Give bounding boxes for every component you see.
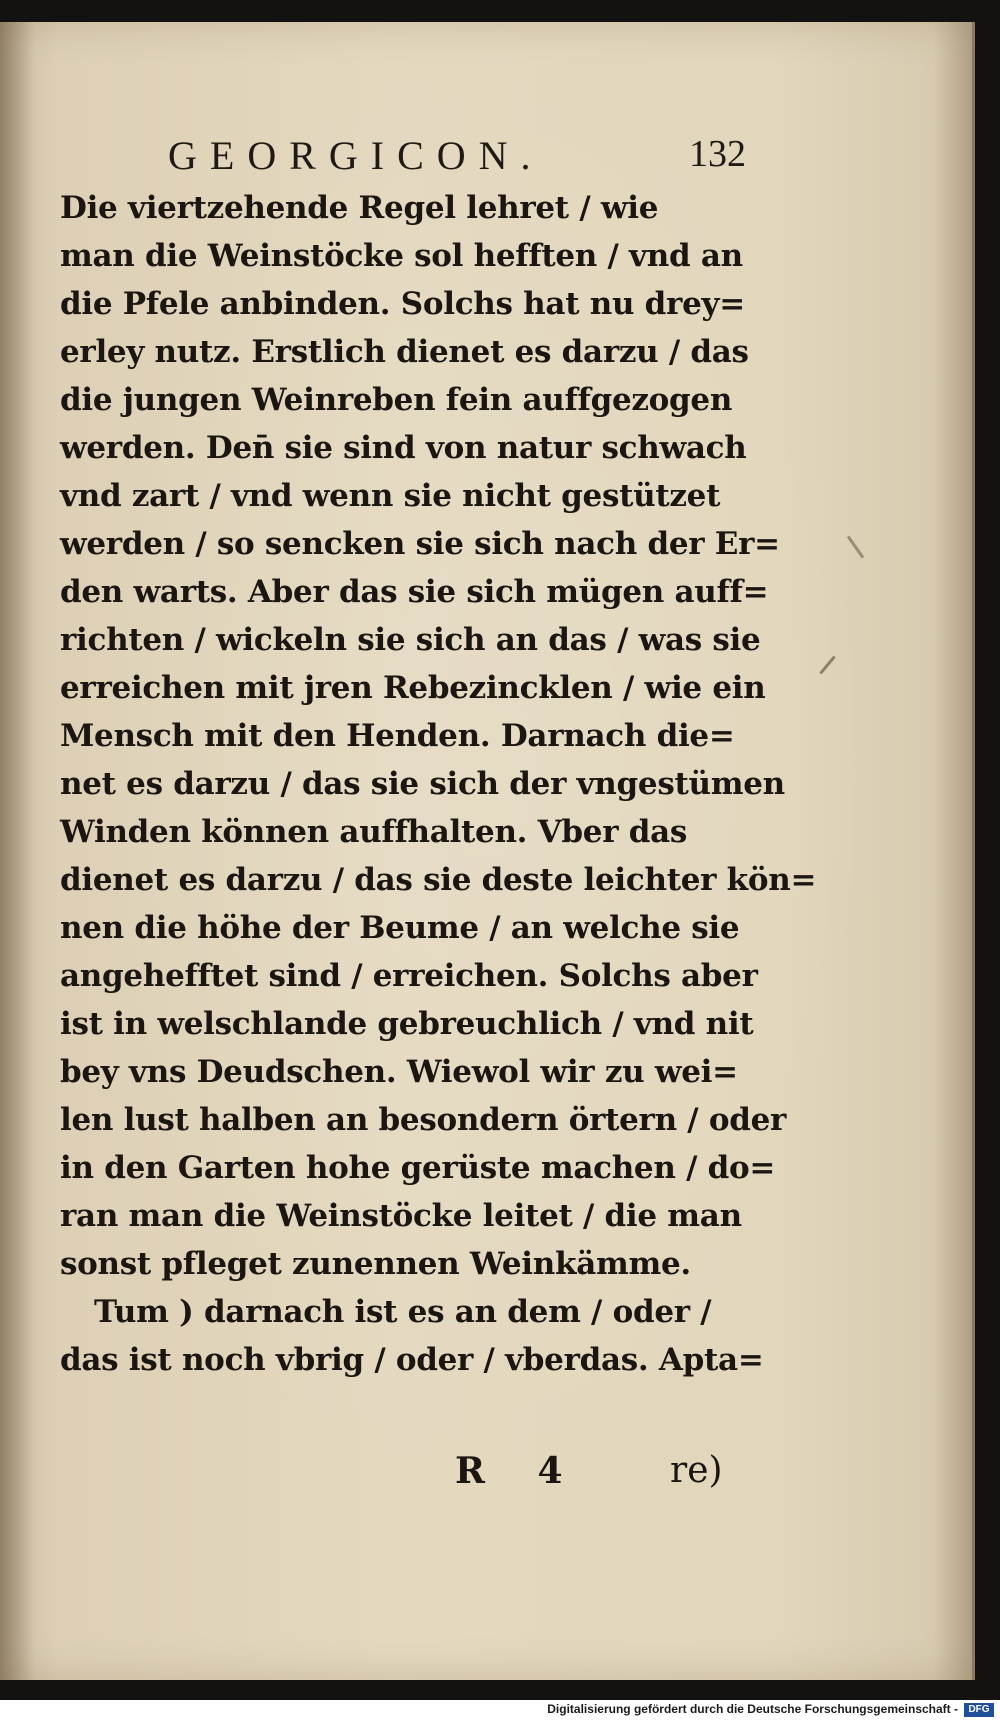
text-line: sonst pfleget zunennen Weinkämme. bbox=[60, 1246, 691, 1282]
text-line: dienet es darzu / das sie deste leichter kön= bbox=[60, 862, 817, 898]
catchword: re) bbox=[670, 1450, 723, 1491]
book-page bbox=[0, 22, 975, 1680]
text-line: angehefftet sind / erreichen. Solchs aber bbox=[60, 958, 758, 994]
body-text bbox=[60, 184, 817, 1384]
text-line: len lust halben an besondern örtern / oder bbox=[60, 1102, 787, 1138]
text-line: erreichen mit jren Rebezincklen / wie ein bbox=[60, 670, 766, 706]
text-line: richten / wickeln sie sich an das / was sie bbox=[60, 622, 761, 658]
text-line: ist in welschlande gebreuchlich / vnd nit bbox=[60, 1006, 754, 1042]
text-line: erley nutz. Erstlich dienet es darzu / das bbox=[60, 334, 749, 370]
text-line: den warts. Aber das sie sich mügen auff= bbox=[60, 574, 769, 610]
text-line: ran man die Weinstöcke leitet / die man bbox=[60, 1198, 742, 1234]
dfg-logo: DFG bbox=[964, 1703, 994, 1717]
running-title: GEORGICON. bbox=[168, 133, 544, 178]
pencil-mark bbox=[819, 656, 835, 675]
text-line: werden / so sencken sie sich nach der Er= bbox=[60, 526, 780, 562]
running-head bbox=[0, 114, 972, 178]
footer-credit: Digitalisierung gefördert durch die Deutsche Forschungsgemeinschaft - bbox=[547, 1702, 958, 1716]
signature-mark: R 4 bbox=[455, 1450, 583, 1492]
text-line: Mensch mit den Henden. Darnach die= bbox=[60, 718, 735, 754]
text-line: werden. Den̄ sie sind von natur schwach bbox=[60, 430, 747, 466]
text-line: bey vns Deudschen. Wiewol wir zu wei= bbox=[60, 1054, 738, 1090]
text-line: in den Garten hohe gerüste machen / do= bbox=[60, 1150, 776, 1186]
text-line: das ist noch vbrig / oder / vberdas. Apta= bbox=[60, 1342, 764, 1378]
text-line: Tum ) darnach ist es an dem / oder / bbox=[94, 1294, 712, 1330]
catchline bbox=[0, 1450, 972, 1502]
text-line: Die viertzehende Regel lehret / wie bbox=[60, 190, 659, 226]
pencil-mark bbox=[847, 535, 864, 558]
text-line: die Pfele anbinden. Solchs hat nu drey= bbox=[60, 286, 745, 322]
text-line: vnd zart / vnd wenn sie nicht gestützet bbox=[60, 478, 721, 514]
footer-bar bbox=[0, 1700, 1000, 1720]
text-line: die jungen Weinreben fein auffgezogen bbox=[60, 382, 733, 418]
text-line: net es darzu / das sie sich der vngestümen bbox=[60, 766, 785, 802]
spine-shadow bbox=[0, 22, 34, 1680]
text-line: nen die höhe der Beume / an welche sie bbox=[60, 910, 740, 946]
text-line: man die Weinstöcke sol hefften / vnd an bbox=[60, 238, 743, 274]
page-number: 132 bbox=[689, 133, 746, 175]
text-line: Winden können auffhalten. Vber das bbox=[60, 814, 688, 850]
